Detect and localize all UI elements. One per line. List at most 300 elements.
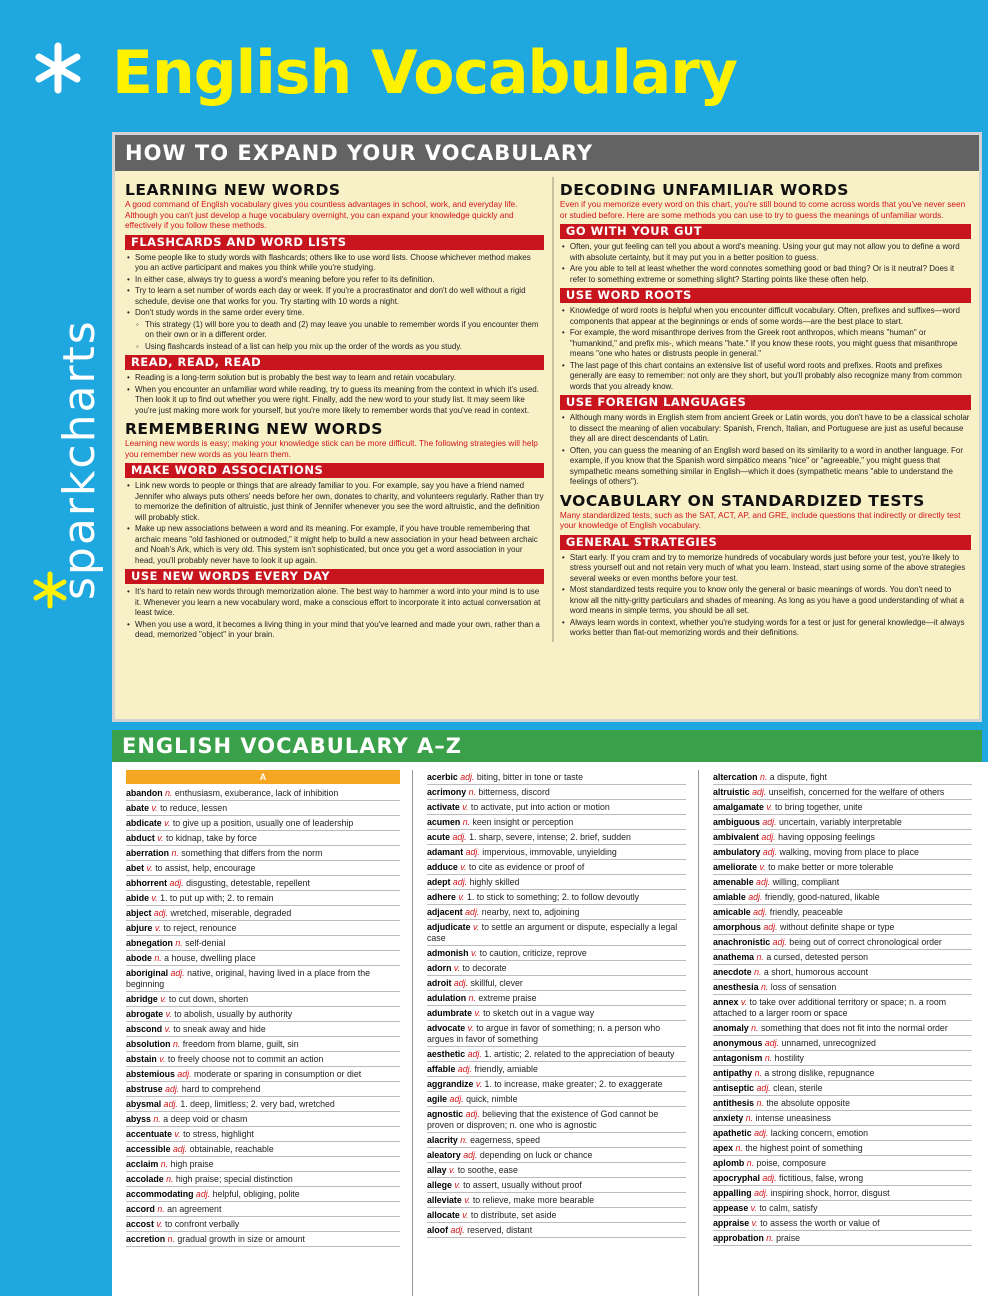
definition: a short, humorous account	[763, 967, 869, 977]
part-of-speech: v.	[462, 1210, 469, 1220]
definition: 1. to stick to something; 2. to follow devoutly	[466, 892, 640, 902]
part-of-speech: v.	[751, 1218, 758, 1228]
vocab-entry	[126, 1157, 400, 1172]
headword: affable	[427, 1064, 456, 1074]
definition: a deep void or chasm	[163, 1114, 248, 1124]
bullet-item: • Try to learn a set number of words each day or week. If you're a procrastinator and don't do well without a rigid schedule, devise one that works for you. Try starting with 10 words a night.	[125, 286, 544, 307]
part-of-speech: n.	[171, 848, 179, 858]
definition: to sketch out in a vague way	[483, 1008, 595, 1018]
definition: to freely choose not to commit an action	[167, 1054, 324, 1064]
vocab-entry	[427, 1193, 686, 1208]
part-of-speech: v.	[472, 922, 480, 932]
definition: the absolute opposite	[766, 1098, 850, 1108]
definition: to take over additional territory or space; n. a room attached to a larger room or space	[713, 997, 947, 1018]
definition: to make better or more tolerable	[768, 862, 894, 872]
vocab-entry	[713, 770, 972, 785]
headword: accord	[126, 1204, 155, 1214]
expand-vocabulary-panel	[112, 132, 982, 722]
definition: obtainable, reachable	[189, 1144, 274, 1154]
definition: highly skilled	[469, 877, 520, 887]
part-of-speech: adj.	[756, 877, 771, 887]
part-of-speech: v.	[154, 923, 162, 933]
definition: willing, compliant	[772, 877, 840, 887]
part-of-speech: adj.	[761, 832, 776, 842]
vocab-entry	[126, 1142, 400, 1157]
definition: impervious, immovable, unyielding	[482, 847, 617, 857]
part-of-speech: n.	[754, 967, 762, 977]
headword: ambulatory	[713, 847, 761, 857]
headword: abjure	[126, 923, 153, 933]
part-of-speech: v.	[159, 1054, 166, 1064]
vocab-entry	[427, 1077, 686, 1092]
subsection-title: LEARNING NEW WORDS	[125, 181, 341, 199]
definition: disgusting, detestable, repellent	[186, 878, 310, 888]
part-of-speech: v.	[467, 1023, 474, 1033]
letter-header: A	[126, 770, 400, 784]
part-of-speech: adj.	[153, 908, 169, 918]
definition: moderate or sparing in consumption or diet	[193, 1069, 362, 1079]
headword: adept	[427, 877, 451, 887]
vocab-entry	[126, 1082, 400, 1097]
vocab-entry	[126, 1097, 400, 1112]
headword: amicable	[713, 907, 751, 917]
headword: aggrandize	[427, 1079, 474, 1089]
headword: abstain	[126, 1054, 157, 1064]
part-of-speech: n.	[157, 1204, 165, 1214]
part-of-speech: v.	[471, 948, 478, 958]
headword: aleatory	[427, 1150, 461, 1160]
definition: having opposing feelings	[778, 832, 875, 842]
subsection-bar: FLASHCARDS AND WORD LISTS	[125, 235, 544, 250]
part-of-speech: v.	[464, 1195, 471, 1205]
headword: accolade	[126, 1174, 164, 1184]
brand-name: sparkcharts	[54, 319, 105, 600]
bullet-item: • Always learn words in context, whether you're studying words for a test or just for general knowledge—it always works better than flat-out memorizing words and their definitions.	[560, 618, 971, 639]
definition: 1. to increase, make greater; 2. to exaggerate	[484, 1079, 663, 1089]
part-of-speech: n.	[759, 772, 768, 782]
headword: accessible	[126, 1144, 171, 1154]
headword: adumbrate	[427, 1008, 472, 1018]
vocab-entry	[713, 965, 972, 980]
definition: eagerness, speed	[470, 1135, 540, 1145]
part-of-speech: v.	[460, 862, 467, 872]
bullet-item: • Are you able to tell at least whether the word connotes something good or bad thing? Or is it neutral? Does it refer to something extreme or something slight? Starting points like these often help.	[560, 264, 971, 285]
vocab-entry	[713, 1066, 972, 1081]
headword: aberration	[126, 848, 170, 858]
vocab-entry	[126, 1052, 400, 1067]
definition: friendly, good-natured, likable	[764, 892, 880, 902]
headword: abode	[126, 953, 152, 963]
subsection-bar: GO WITH YOUR GUT	[560, 224, 971, 239]
headword: adjudicate	[427, 922, 471, 932]
definition: 1. sharp, severe, intense; 2. brief, sudden	[469, 832, 631, 842]
headword: antithesis	[713, 1098, 755, 1108]
vocab-entry	[126, 816, 400, 831]
headword: altercation	[713, 772, 758, 782]
definition: to decorate	[462, 963, 507, 973]
vocab-entry	[126, 1112, 400, 1127]
vocab-entry	[427, 920, 686, 946]
part-of-speech: adj.	[460, 772, 475, 782]
headword: acrimony	[427, 787, 467, 797]
definition: freedom from blame, guilt, sin	[182, 1039, 299, 1049]
part-of-speech: n.	[751, 1023, 759, 1033]
part-of-speech: v.	[157, 833, 164, 843]
headword: appease	[713, 1203, 749, 1213]
definition: enthusiasm, exuberance, lack of inhibition	[174, 788, 339, 798]
headword: alacrity	[427, 1135, 458, 1145]
vocab-entry	[713, 1171, 972, 1186]
headword: adjacent	[427, 907, 463, 917]
vocab-entry	[713, 845, 972, 860]
headword: ambivalent	[713, 832, 759, 842]
part-of-speech: adj.	[772, 937, 787, 947]
part-of-speech: v.	[165, 1009, 172, 1019]
part-of-speech: adj.	[756, 1083, 771, 1093]
definition: to sneak away and hide	[173, 1024, 266, 1034]
vocab-entry	[713, 785, 972, 800]
headword: anesthesia	[713, 982, 759, 992]
part-of-speech: v.	[160, 994, 167, 1004]
vocab-entry	[126, 992, 400, 1007]
part-of-speech: n.	[175, 938, 183, 948]
definition: native, original, having lived in a place from the beginning	[126, 968, 371, 989]
headword: aplomb	[713, 1158, 745, 1168]
headword: agnostic	[427, 1109, 464, 1119]
intro-text: Many standardized tests, such as the SAT, ACT, AP, and GRE, include questions that indirectly or directly test your knowledge of English vocabulary.	[559, 509, 961, 531]
part-of-speech: n.	[764, 1053, 773, 1063]
headword: allocate	[427, 1210, 460, 1220]
part-of-speech: n.	[172, 1039, 181, 1049]
part-of-speech: n.	[153, 1114, 161, 1124]
az-glossary	[112, 762, 988, 1296]
vocab-entry	[713, 995, 972, 1021]
part-of-speech: n.	[735, 1143, 743, 1153]
vocab-entry	[713, 1111, 972, 1126]
part-of-speech: adj.	[762, 1173, 777, 1183]
vocab-entry	[126, 1217, 400, 1232]
definition: fictitious, false, wrong	[779, 1173, 864, 1183]
vocab-entry	[126, 966, 400, 992]
part-of-speech: v.	[164, 1024, 171, 1034]
vocab-entry	[713, 1141, 972, 1156]
definition: to distribute, set aside	[470, 1210, 557, 1220]
definition: a dispute, fight	[769, 772, 827, 782]
part-of-speech: adj.	[169, 878, 184, 888]
page-title: English Vocabulary	[112, 38, 737, 108]
definition: 1. deep, limitless; 2. very bad, wretched	[180, 1099, 335, 1109]
part-of-speech: n.	[167, 1234, 175, 1244]
definition: to cut down, shorten	[168, 994, 249, 1004]
vocab-entry	[713, 935, 972, 950]
part-of-speech: adj.	[172, 1144, 188, 1154]
vocab-entry	[713, 1081, 972, 1096]
headword: anachronistic	[713, 937, 771, 947]
definition: to kidnap, take by force	[165, 833, 257, 843]
headword: abduct	[126, 833, 155, 843]
headword: anxiety	[713, 1113, 744, 1123]
definition: extreme praise	[478, 993, 537, 1003]
vocab-entry	[713, 1036, 972, 1051]
headword: acumen	[427, 817, 461, 827]
vocab-entry	[126, 801, 400, 816]
headword: anonymous	[713, 1038, 763, 1048]
part-of-speech: v.	[453, 963, 461, 973]
headword: antipathy	[713, 1068, 753, 1078]
headword: aesthetic	[427, 1049, 466, 1059]
part-of-speech: adj.	[457, 1064, 472, 1074]
vocab-entry	[126, 891, 400, 906]
definition: hard to comprehend	[181, 1084, 261, 1094]
part-of-speech: adj.	[465, 907, 480, 917]
vocab-entry	[713, 1216, 972, 1231]
definition: to activate, put into action or motion	[470, 802, 610, 812]
headword: adduce	[427, 862, 458, 872]
definition: bitterness, discord	[478, 787, 550, 797]
vocab-entry	[427, 976, 686, 991]
definition: unnamed, unrecognized	[781, 1038, 876, 1048]
part-of-speech: v.	[750, 1203, 757, 1213]
vocab-entry	[713, 1021, 972, 1036]
definition: friendly, amiable	[474, 1064, 538, 1074]
definition: to cite as evidence or proof of	[468, 862, 585, 872]
part-of-speech: adj.	[449, 1094, 464, 1104]
vocab-entry	[713, 815, 972, 830]
definition: high praise; special distinction	[175, 1174, 293, 1184]
headword: abrogate	[126, 1009, 164, 1019]
vocab-entry	[126, 1007, 400, 1022]
definition: lacking concern, emotion	[770, 1128, 869, 1138]
part-of-speech: adj.	[465, 1109, 480, 1119]
definition: wretched, miserable, degraded	[170, 908, 292, 918]
headword: advocate	[427, 1023, 466, 1033]
vocab-entry	[126, 1187, 400, 1202]
definition: to calm, satisfy	[759, 1203, 818, 1213]
bullet-item: • When you use a word, it becomes a living thing in your mind that you've learned and made your own, rather than a dead, memorized "object" in your brain.	[125, 620, 544, 641]
definition: 1. to put up with; 2. to remain	[160, 893, 274, 903]
headword: acerbic	[427, 772, 458, 782]
vocab-entry	[427, 1107, 686, 1133]
part-of-speech: adj.	[763, 922, 778, 932]
definition: a cursed, detested person	[766, 952, 869, 962]
part-of-speech: v.	[462, 802, 469, 812]
headword: agile	[427, 1094, 448, 1104]
headword: amorphous	[713, 922, 761, 932]
part-of-speech: adj.	[465, 847, 480, 857]
part-of-speech: n.	[756, 952, 764, 962]
part-of-speech: n.	[468, 993, 476, 1003]
definition: keen insight or perception	[472, 817, 574, 827]
part-of-speech: adj.	[163, 1099, 178, 1109]
part-of-speech: n.	[746, 1158, 755, 1168]
part-of-speech: adj.	[754, 1188, 769, 1198]
headword: approbation	[713, 1233, 764, 1243]
headword: allay	[427, 1165, 447, 1175]
part-of-speech: n.	[754, 1068, 762, 1078]
bullet-item: • The last page of this chart contains an extensive list of useful word roots and prefixes. Roots and prefixes generally are easy to remember: not only are they short, but you'll probably also recognize many from common words that you already know.	[560, 361, 971, 393]
subsection-bar: USE FOREIGN LANGUAGES	[560, 395, 971, 410]
bullet-item: • Most standardized tests require you to know only the general or basic meanings of words. You don't need to know all the nitty-gritty particulars and shades of meaning. As long as you have a good understanding of what a word means in simple terms, you should be all set.	[560, 585, 971, 617]
part-of-speech: v.	[475, 1079, 483, 1089]
intro-text: A good command of English vocabulary gives you countless advantages in school, work, and everyday life. Although you can't just develop a huge vocabulary overnight, you can expand your knowledge quickly and effectively if you follow these methods.	[125, 199, 518, 231]
headword: anomaly	[713, 1023, 749, 1033]
definition: to assert, usually without proof	[463, 1180, 582, 1190]
vocab-entry	[713, 980, 972, 995]
vocab-entry	[126, 1202, 400, 1217]
definition: to assess the worth or value of	[760, 1218, 880, 1228]
vocab-entry	[427, 1062, 686, 1077]
vocab-entry	[126, 786, 400, 801]
definition: praise	[776, 1233, 801, 1243]
definition: biting, bitter in tone or taste	[476, 772, 584, 782]
part-of-speech: adj.	[452, 832, 467, 842]
definition: 1. artistic; 2. related to the appreciation of beauty	[484, 1049, 675, 1059]
definition: to assist, help, encourage	[155, 863, 256, 873]
part-of-speech: adj.	[170, 968, 185, 978]
vocab-entry	[427, 1208, 686, 1223]
headword: abscond	[126, 1024, 163, 1034]
headword: anecdote	[713, 967, 752, 977]
subsection-title: REMEMBERING NEW WORDS	[125, 420, 383, 439]
sub-bullet: ◦ Using flashcards instead of a list can help you mix up the order of the words as you study.	[125, 342, 544, 353]
vocab-entry	[126, 936, 400, 951]
part-of-speech: adj.	[195, 1189, 211, 1199]
headword: abridge	[126, 994, 158, 1004]
headword: ameliorate	[713, 862, 758, 872]
vocab-entry	[713, 1201, 972, 1216]
definition: gradual growth in size or amount	[177, 1234, 305, 1244]
headword: abysmal	[126, 1099, 162, 1109]
bullet-item: • Don't study words in the same order every time.	[125, 308, 544, 319]
vocab-entry	[427, 1163, 686, 1178]
vocab-entry	[713, 920, 972, 935]
vocab-entry	[427, 1223, 686, 1238]
definition: to reject, renounce	[163, 923, 237, 933]
part-of-speech: v.	[449, 1165, 456, 1175]
part-of-speech: n.	[745, 1113, 754, 1123]
az-heading: ENGLISH VOCABULARY A–Z	[112, 730, 982, 762]
headword: allege	[427, 1180, 452, 1190]
bullet-item: • In either case, always try to guess a word's meaning before you refer to its definition.	[125, 275, 544, 286]
vocab-entry	[126, 1022, 400, 1037]
definition: to abolish, usually by authority	[174, 1009, 293, 1019]
glossary-column	[698, 770, 984, 1296]
part-of-speech: n.	[460, 1135, 468, 1145]
part-of-speech: n.	[766, 1233, 774, 1243]
headword: admonish	[427, 948, 469, 958]
subsection-bar: USE NEW WORDS EVERY DAY	[125, 569, 544, 584]
part-of-speech: adj.	[748, 892, 763, 902]
headword: appalling	[713, 1188, 752, 1198]
headword: anathema	[713, 952, 755, 962]
part-of-speech: v.	[759, 862, 766, 872]
vocab-entry	[713, 830, 972, 845]
headword: abstemious	[126, 1069, 175, 1079]
headword: annex	[713, 997, 739, 1007]
vocab-entry	[427, 785, 686, 800]
headword: adhere	[427, 892, 456, 902]
headword: antiseptic	[713, 1083, 755, 1093]
vocab-entry	[427, 946, 686, 961]
vocab-entry	[713, 860, 972, 875]
vocab-entry	[126, 1127, 400, 1142]
part-of-speech: adj.	[467, 1049, 482, 1059]
bullet-item: • It's hard to retain new words through memorization alone. The best way to hammer a word into your mind is to use it. Whenever you learn a new vocabulary word, make a conscious effort to incorporate it into actual conversation at least twice.	[125, 587, 544, 619]
glossary-column	[126, 770, 412, 1296]
headword: abide	[126, 893, 149, 903]
part-of-speech: n.	[165, 788, 173, 798]
vocab-entry	[713, 950, 972, 965]
definition: to give up a position, usually one of leadership	[172, 818, 354, 828]
subsection-bar: READ, READ, READ	[125, 355, 544, 370]
vocab-entry	[126, 906, 400, 921]
headword: alleviate	[427, 1195, 462, 1205]
headword: apex	[713, 1143, 734, 1153]
part-of-speech: adj.	[753, 907, 768, 917]
definition: clean, sterile	[773, 1083, 823, 1093]
vocab-entry	[427, 1047, 686, 1062]
definition: depending on luck or chance	[479, 1150, 593, 1160]
part-of-speech: adj.	[450, 1225, 465, 1235]
bullet-item: • Start early. If you cram and try to memorize hundreds of vocabulary words just before your test, you're likely to stress yourself out and not retain very much of what you learn. Instead, start using some of the above strategies several weeks or even months before your test.	[560, 553, 971, 585]
part-of-speech: v.	[766, 802, 773, 812]
definition: to relieve, make more bearable	[472, 1195, 595, 1205]
subsection-bar: GENERAL STRATEGIES	[560, 535, 971, 550]
part-of-speech: v.	[151, 893, 158, 903]
vocab-entry	[126, 861, 400, 876]
vocab-entry	[427, 1092, 686, 1107]
right-column	[552, 177, 971, 642]
vocab-entry	[427, 770, 686, 785]
vocab-entry	[126, 1067, 400, 1082]
definition: to confront verbally	[164, 1219, 240, 1229]
vocab-entry	[427, 1133, 686, 1148]
headword: activate	[427, 802, 460, 812]
glossary-column	[412, 770, 698, 1296]
headword: altruistic	[713, 787, 750, 797]
headword: amiable	[713, 892, 746, 902]
headword: adorn	[427, 963, 452, 973]
definition: self-denial	[185, 938, 226, 948]
headword: accost	[126, 1219, 154, 1229]
headword: abyss	[126, 1114, 151, 1124]
part-of-speech: n.	[154, 953, 162, 963]
headword: accommodating	[126, 1189, 194, 1199]
part-of-speech: adj.	[754, 1128, 769, 1138]
part-of-speech: v.	[174, 1129, 181, 1139]
definition: a strong dislike, repugnance	[764, 1068, 875, 1078]
definition: friendly, peaceable	[769, 907, 843, 917]
part-of-speech: v.	[156, 1219, 163, 1229]
part-of-speech: adj.	[762, 817, 777, 827]
intro-text: Even if you memorize every word on this chart, you're still bound to come across words that you've never seen or studied before. Here are some methods you can use to try to guess the meanings of unfamiliar words.	[559, 199, 966, 220]
vocab-entry	[427, 991, 686, 1006]
bullet-item: • Reading is a long-term solution but is probably the best way to learn and retain vocabulary.	[125, 373, 544, 384]
part-of-speech: n.	[166, 1174, 174, 1184]
bullet-item: • When you encounter an unfamiliar word while reading, try to guess its meaning from the context in which it's used. Then look it up to find out whether you were right. Finally, add the new word to your study list. It may seem like you're just making more work for yourself, but you're more likely to remember words that you've read in context.	[125, 385, 544, 417]
intro-text: Learning new words is easy; making your knowledge stick can be more difficult. The following strategies will help you remember new words as you learn them.	[125, 438, 538, 459]
headword: absolution	[126, 1039, 171, 1049]
headword: adroit	[427, 978, 452, 988]
sub-bullet: ◦ This strategy (1) will bore you to death and (2) may leave you unable to remember words if you encounter them on their own or in a different order.	[125, 320, 544, 341]
definition: walking, moving from place to place	[779, 847, 919, 857]
vocab-entry	[126, 951, 400, 966]
part-of-speech: adj.	[452, 877, 468, 887]
vocab-entry	[713, 800, 972, 815]
bullet-item: • Although many words in English stem from ancient Greek or Latin words, you don't have to be a classical scholar to dissect the meaning of alien vocabulary: Spanish, French, Italian, and Portuguese are just as useful because they all are direct descendants of Latin.	[560, 413, 971, 445]
asterisk-icon	[30, 570, 70, 610]
vocab-entry	[427, 1148, 686, 1163]
